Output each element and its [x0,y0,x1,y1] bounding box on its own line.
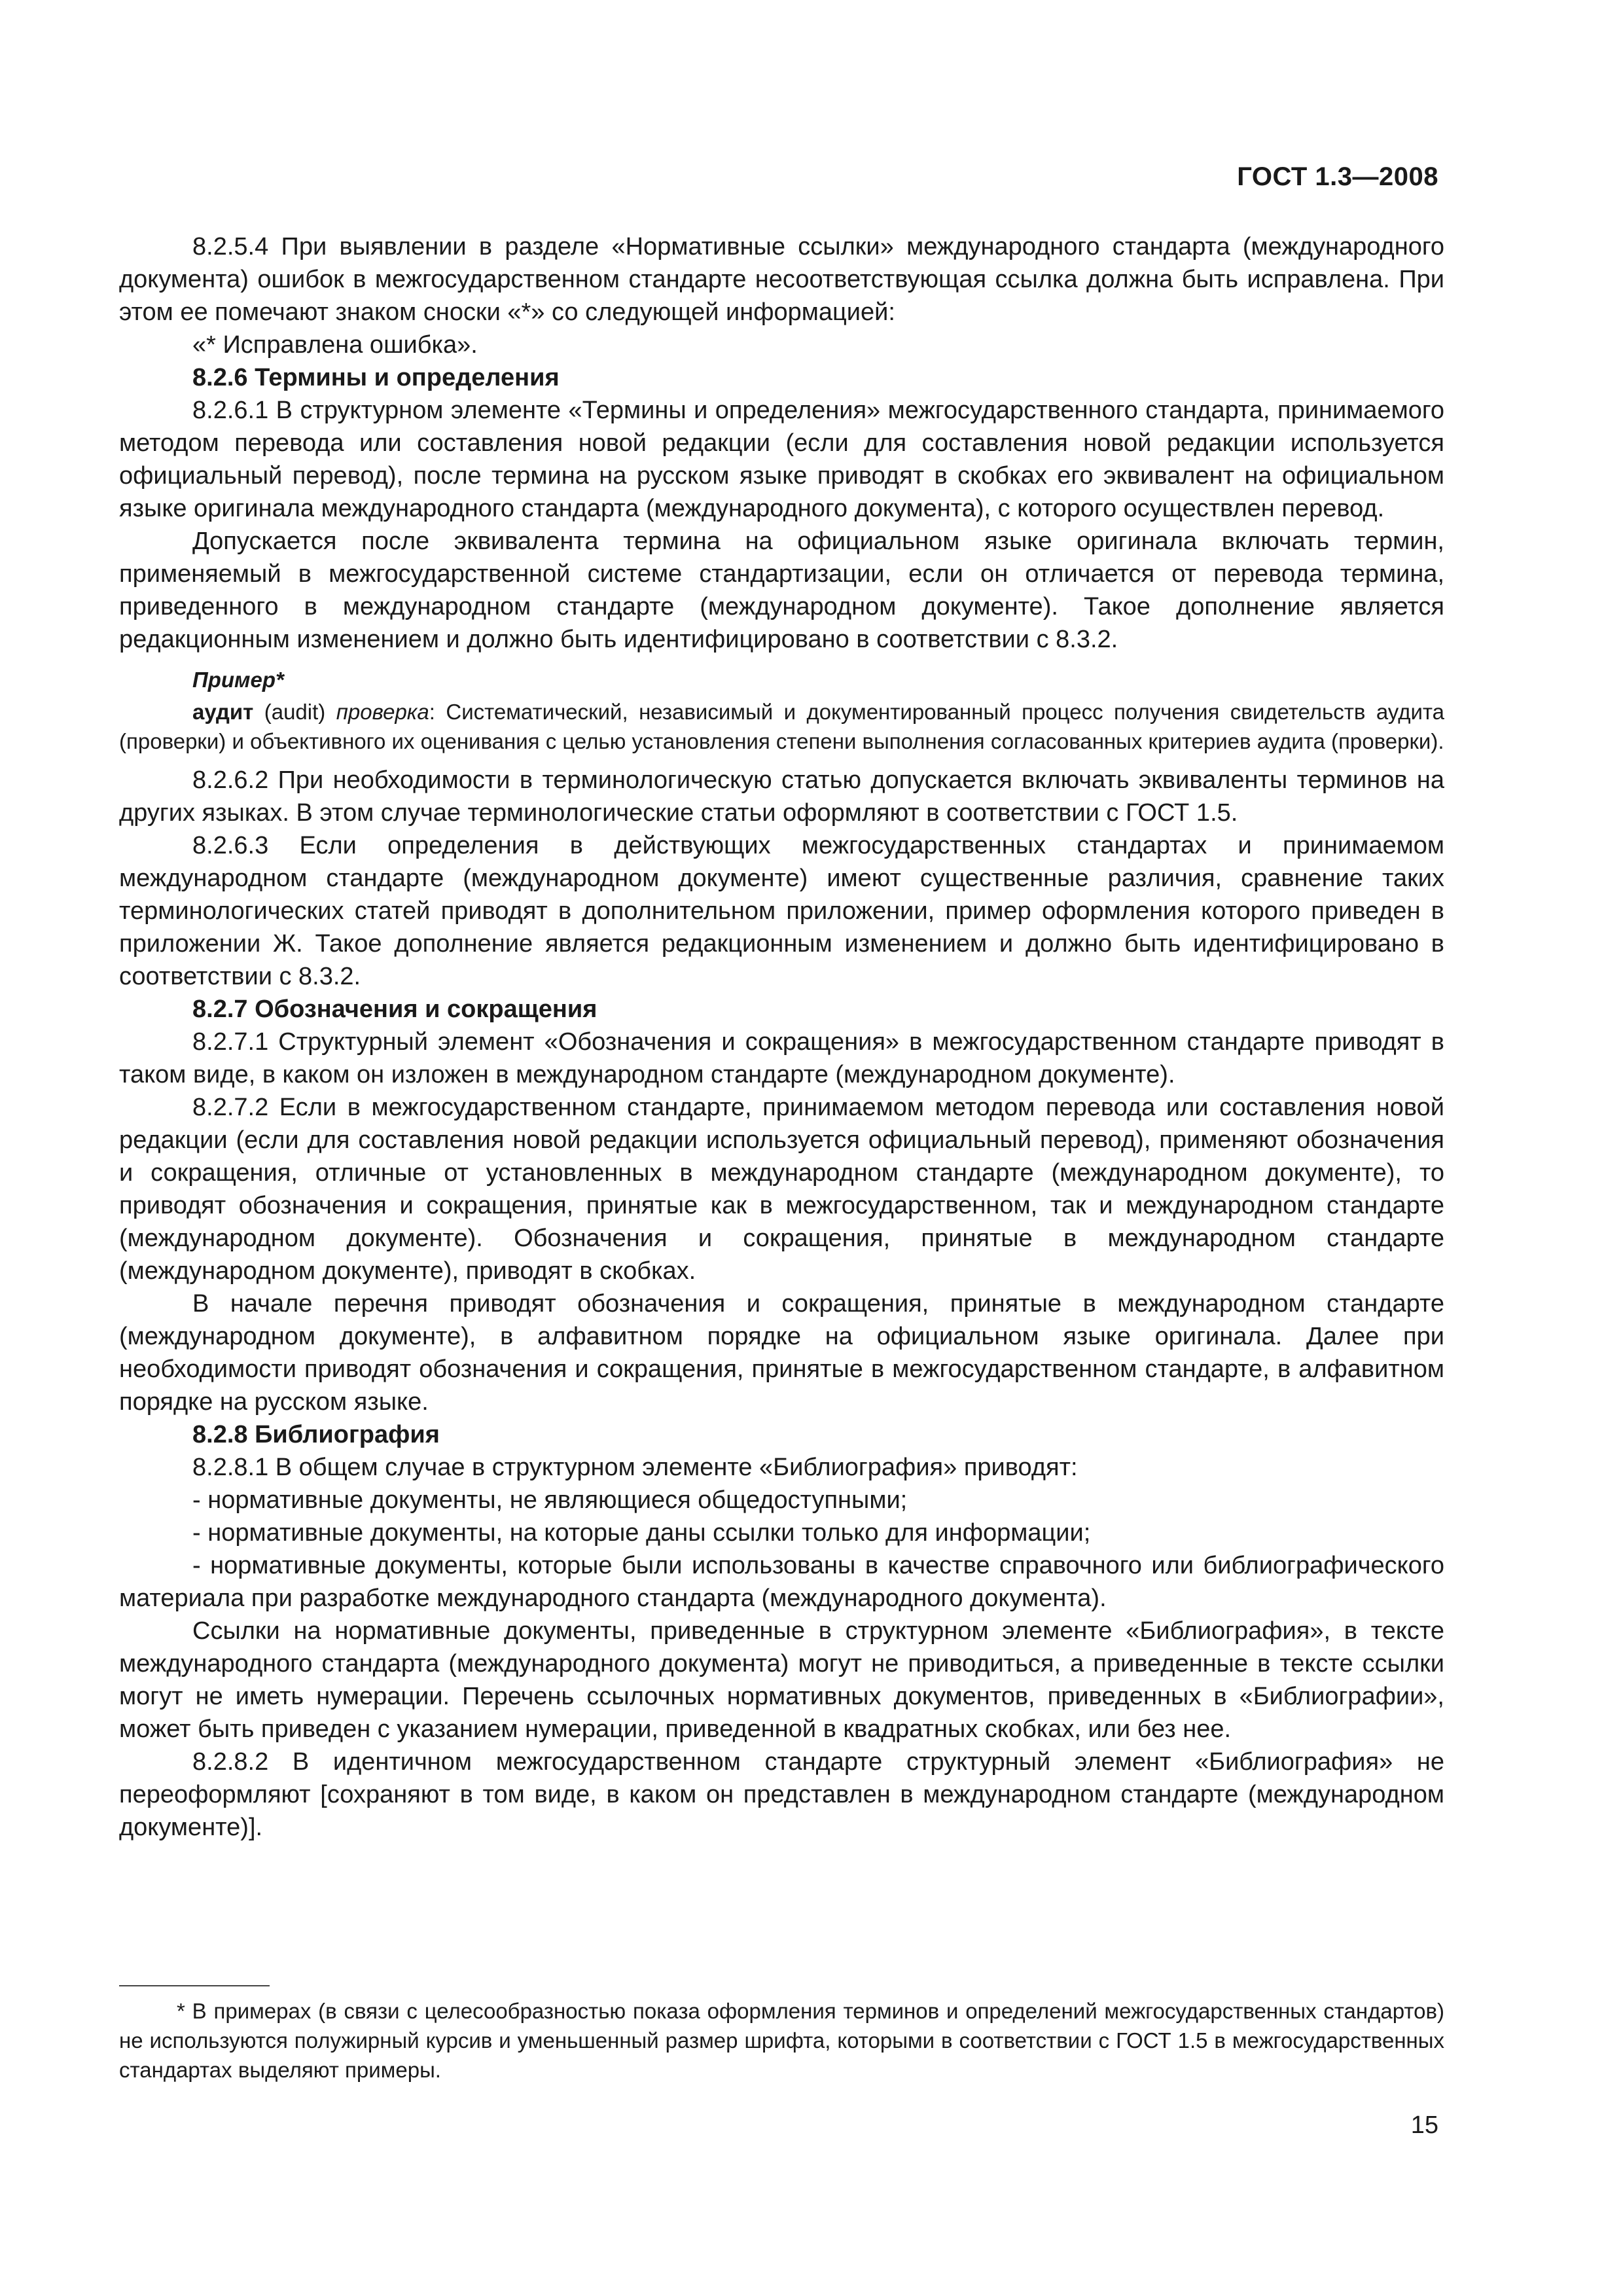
example-term: аудит [192,700,254,724]
heading-8-2-8: 8.2.8 Библиография [192,1421,440,1448]
paragraph-8-2-8-1-b: Ссылки на нормативные документы, приведенные в структурном элементе «Библиография», в тексте международного стандарта (международного документа) могут не приводиться, а приведенные в тексте ссылки могут не иметь нумерации. Перечень ссылочных нормативных документов, приведенных в «Библиографии», может быть приведен с указанием нумерации, приведенной в квадратных скобках, или без нее. [119,1617,1444,1743]
paragraph-8-2-8-2: 8.2.8.2 В идентичном межгосударственном стандарте структурный элемент «Библиография» не переоформляют [сохраняют в том виде, в каком он представлен в международном стандарте (международном документе)]. [119,1748,1444,1841]
paragraph-8-2-6-2: 8.2.6.2 При необходимости в терминологическую статью допускается включать эквиваленты терминов на других языках. В этом случае терминологические статьи оформляют в соответствии с ГОСТ 1.5. [119,766,1444,827]
paragraph-8-2-7-1: 8.2.7.1 Структурный элемент «Обозначения и сокращения» в межгосударственном стандарте приводят в таком виде, в каком он изложен в международном стандарте (международном документе). [119,1028,1444,1088]
paragraph-8-2-7-2: 8.2.7.2 Если в межгосударственном стандарте, принимаемом методом перевода или составления новой редакции (если для составления новой редакции используется официальный перевод), применяют обозначения и сокращения, отличные от установленных в международном стандарте (международном документе), то приводят обозначения и сокращения, принятые как в межгосударственном, так и международном стандарте (международном документе). Обозначения и сокращения, принятые в международном стандарте (международном документе), приводят в скобках. [119,1094,1444,1285]
example-definition: : Систематический, независимый и документированный процесс получения свидетельств аудита (проверки) и объективного их оценивания с целью установления степени выполнения согласованных критериев аудита (проверки). [119,700,1444,753]
main-content [119,230,1444,1844]
paragraph-8-2-5-4-note: «* Исправлена ошибка». [192,331,478,359]
list-item: - нормативные документы, не являющиеся общедоступными; [192,1486,908,1514]
example-title: Пример* [192,668,284,692]
footnote-text: * В примерах (в связи с целесообразностью показа оформления терминов и определений межгосударственных стандартов) не используются полужирный курсив и уменьшенный размер шрифта, которыми в соответствии с ГОСТ 1.5 в межгосударственных стандартах выделяют примеры. [119,1999,1444,2082]
list-item: - нормативные документы, которые были использованы в качестве справочного или библиографического материала при разработке международного стандарта (международного документа). [119,1552,1444,1612]
example-block [119,665,1444,756]
paragraph-8-2-6-1: 8.2.6.1 В структурном элементе «Термины и определения» межгосударственного стандарта, принимаемого методом перевода или составления новой редакции (если для составления новой редакции используется официальный перевод), после термина на русском языке приводят в скобках его эквивалент на официальном языке оригинала международного стандарта (международного документа), с которого осуществлен перевод. [119,397,1444,522]
example-body [119,697,1444,756]
paragraph-8-2-6-1-b: Допускается после эквивалента термина на официальном языке оригинала включать термин, применяемый в межгосударственной системе стандартизации, если он отличается от перевода термина, приведенного в международном стандарте (международном документе). Такое дополнение является редакционным изменением и должно быть идентифицировано в соответствии с 8.3.2. [119,528,1444,653]
footnote [119,1996,1444,2085]
example-term-original: (audit) [264,700,326,724]
example-term-ru: проверка [336,700,429,724]
paragraph-8-2-8-1: 8.2.8.1 В общем случае в структурном элементе «Библиография» приводят: [192,1454,1078,1481]
list-item: - нормативные документы, на которые даны ссылки только для информации; [192,1519,1091,1547]
heading-8-2-7: 8.2.7 Обозначения и сокращения [192,996,597,1023]
heading-8-2-6: 8.2.6 Термины и определения [192,364,560,391]
page-number: 15 [1410,2111,1438,2139]
paragraph-8-2-6-3: 8.2.6.3 Если определения в действующих межгосударственных стандартах и принимаемом международном стандарте (международном документе) имеют существенные различия, сравнение таких терминологических статей приводят в дополнительном приложении, пример оформления которого приведен в приложении Ж. Такое дополнение является редакционным изменением и должно быть идентифицировано в соответствии с 8.3.2. [119,832,1444,990]
paragraph-8-2-7-2-b: В начале перечня приводят обозначения и сокращения, принятые в международном стандарте (международном документе), в алфавитном порядке на официальном языке оригинала. Далее при необходимости приводят обозначения и сокращения, принятые в межгосударственном стандарте, в алфавитном порядке на русском языке. [119,1290,1444,1416]
document-code-header: ГОСТ 1.3—2008 [1237,162,1438,191]
footnote-divider [119,1985,270,1986]
paragraph-8-2-5-4: 8.2.5.4 При выявлении в разделе «Нормативные ссылки» международного стандарта (международного документа) ошибок в межгосударственном стандарте несоответствующая ссылка должна быть исправлена. При этом ее помечают знаком сноски «*» со следующей информацией: [119,233,1444,326]
